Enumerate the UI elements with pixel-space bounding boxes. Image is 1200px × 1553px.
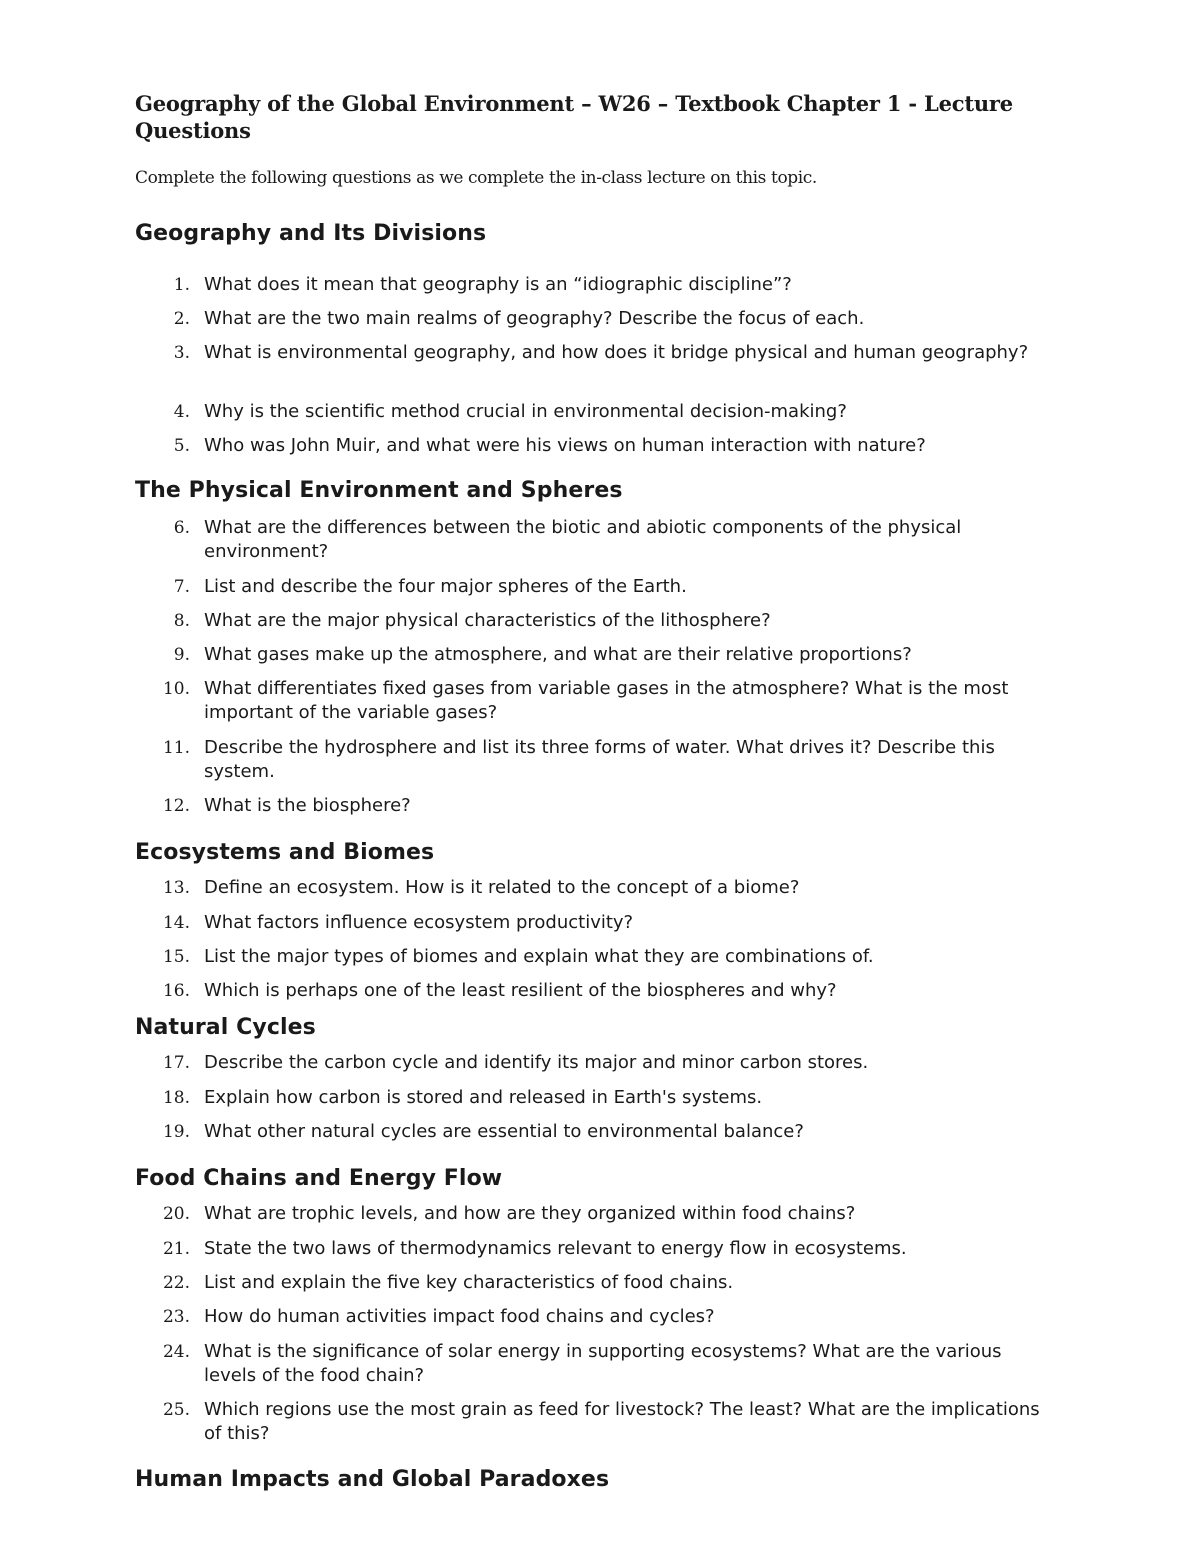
question-number: 12. [162,796,190,816]
question-number: 20. [162,1204,190,1224]
question-number: 9. [173,645,190,665]
question-text: List and describe the four major spheres of the Earth. [204,576,687,597]
section-heading-food-chains: Food Chains and Energy Flow [135,1166,503,1191]
question-text: Describe the hydrosphere and list its three forms of water. What drives it? Describe this system. [204,737,995,782]
question-number: 6. [173,518,190,538]
question-text: What are the major physical characteristics of the lithosphere? [204,610,771,631]
question-number: 25. [162,1400,190,1420]
question-number: 18. [162,1088,190,1108]
question-text: Describe the carbon cycle and identify its major and minor carbon stores. [204,1052,869,1073]
question-text: Explain how carbon is stored and released in Earth's systems. [204,1087,763,1108]
question-number: 13. [162,878,190,898]
intro-text: Complete the following questions as we complete the in-class lecture on this topic. [135,168,817,188]
question-number: 14. [162,913,190,933]
question-text: What is environmental geography, and how does it bridge physical and human geography? [204,342,1029,363]
question-text: Who was John Muir, and what were his views on human interaction with nature? [204,435,926,456]
section-heading-ecosystems-biomes: Ecosystems and Biomes [135,840,435,865]
question-text: What are the differences between the biotic and abiotic components of the physical environment? [204,517,962,562]
document-title: Geography of the Global Environment – W26 – Textbook Chapter 1 - Lecture Questions [135,91,1013,143]
question-text: What are the two main realms of geography? Describe the focus of each. [204,308,865,329]
question-text: What is the biosphere? [204,795,411,816]
question-number: 5. [173,436,190,456]
question-number: 4. [173,402,190,422]
question-number: 15. [162,947,190,967]
question-number: 7. [173,577,190,597]
question-number: 23. [162,1307,190,1327]
question-text: Which regions use the most grain as feed for livestock? The least? What are the implications of this? [204,1399,1040,1444]
question-text: Define an ecosystem. How is it related to the concept of a biome? [204,877,800,898]
question-text: What differentiates fixed gases from variable gases in the atmosphere? What is the most important of the variable gases? [204,678,1009,723]
question-text: Which is perhaps one of the least resilient of the biospheres and why? [204,980,837,1001]
question-number: 19. [162,1122,190,1142]
question-number: 2. [173,309,190,329]
question-number: 16. [162,981,190,1001]
question-number: 22. [162,1273,190,1293]
question-number: 1. [173,275,190,295]
question-number: 17. [162,1053,190,1073]
question-text: What other natural cycles are essential to environmental balance? [204,1121,804,1142]
section-heading-human-impacts: Human Impacts and Global Paradoxes [135,1467,610,1492]
section-heading-geography-divisions: Geography and Its Divisions [135,221,487,246]
question-text: What are trophic levels, and how are they organized within food chains? [204,1203,856,1224]
section-heading-physical-environment: The Physical Environment and Spheres [135,478,623,503]
question-text: Why is the scientific method crucial in environmental decision-making? [204,401,847,422]
question-text: How do human activities impact food chains and cycles? [204,1306,715,1327]
question-number: 10. [162,679,190,699]
question-text: List the major types of biomes and explain what they are combinations of. [204,946,874,967]
section-heading-natural-cycles: Natural Cycles [135,1015,316,1040]
question-number: 24. [162,1342,190,1362]
question-text: List and explain the five key characteristics of food chains. [204,1272,734,1293]
question-number: 21. [162,1239,190,1259]
question-number: 11. [162,738,190,758]
question-text: What gases make up the atmosphere, and what are their relative proportions? [204,644,912,665]
question-number: 3. [173,343,190,363]
question-text: What does it mean that geography is an “idiographic discipline”? [204,274,792,295]
question-text: What factors influence ecosystem productivity? [204,912,634,933]
question-text: State the two laws of thermodynamics relevant to energy flow in ecosystems. [204,1238,907,1259]
question-text: What is the significance of solar energy in supporting ecosystems? What are the various levels of the food chain? [204,1341,1002,1386]
question-number: 8. [173,611,190,631]
